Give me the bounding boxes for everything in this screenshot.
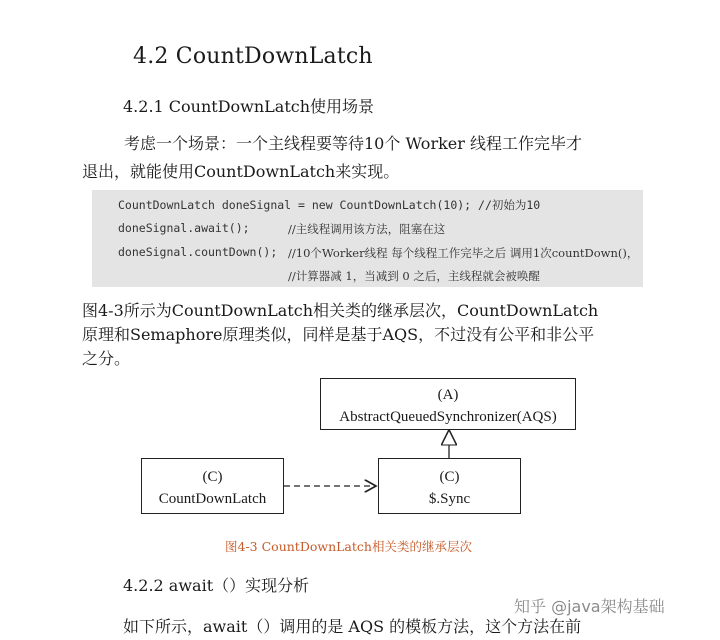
intro-paragraph-line2: 退出，就能使用CountDownLatch来实现。 <box>82 162 400 181</box>
section-title: 4.2 CountDownLatch <box>133 44 373 69</box>
sync-class-box <box>378 458 521 514</box>
paragraph-2-line3: 之分。 <box>82 349 131 368</box>
countdownlatch-class-tag: (C) <box>202 469 223 485</box>
aqs-class-box <box>320 378 576 430</box>
code-comment-4: //计算器减 1，当减到 0 之后，主线程就会被唤醒 <box>288 269 540 283</box>
countdownlatch-class-box <box>141 458 284 514</box>
subsection-heading-usage: 4.2.1 CountDownLatch使用场景 <box>123 97 375 116</box>
code-line-3: doneSignal.countDown(); <box>118 245 278 259</box>
code-line-1: CountDownLatch doneSignal = new CountDownLatch(10); //初始为10 <box>118 198 541 212</box>
countdownlatch-class-name: CountDownLatch <box>158 491 267 507</box>
paragraph-3-line1: 如下所示，await（）调用的是 AQS 的模板方法，这个方法在前 <box>123 617 582 636</box>
code-comment-2: //主线程调用该方法，阻塞在这 <box>288 222 446 236</box>
figure-caption: 图4-3 CountDownLatch相关类的继承层次 <box>225 539 472 554</box>
subsection-heading-await: 4.2.2 await（）实现分析 <box>123 576 310 595</box>
sync-class-name: $.Sync <box>428 491 471 507</box>
sync-class-tag: (C) <box>439 469 460 485</box>
code-block <box>92 190 643 287</box>
paragraph-2-line2: 原理和Semaphore原理类似，同样是基于AQS，不过没有公平和非公平 <box>82 325 595 344</box>
class-hierarchy-diagram <box>0 370 720 530</box>
aqs-class-tag: (A) <box>437 387 459 403</box>
code-comment-3: //10个Worker线程 每个线程工作完毕之后 调用1次countDown()， <box>288 246 639 260</box>
paragraph-2-line1: 图4-3所示为CountDownLatch相关类的继承层次，CountDownLatch <box>82 301 599 320</box>
aqs-class-name: AbstractQueuedSynchronizer(AQS) <box>339 409 557 425</box>
intro-paragraph-line1: 考虑一个场景：一个主线程要等待10个 Worker 线程工作完毕才 <box>124 134 582 153</box>
watermark: 知乎 @java架构基础 <box>514 597 665 616</box>
code-line-2: doneSignal.await(); <box>118 221 250 235</box>
